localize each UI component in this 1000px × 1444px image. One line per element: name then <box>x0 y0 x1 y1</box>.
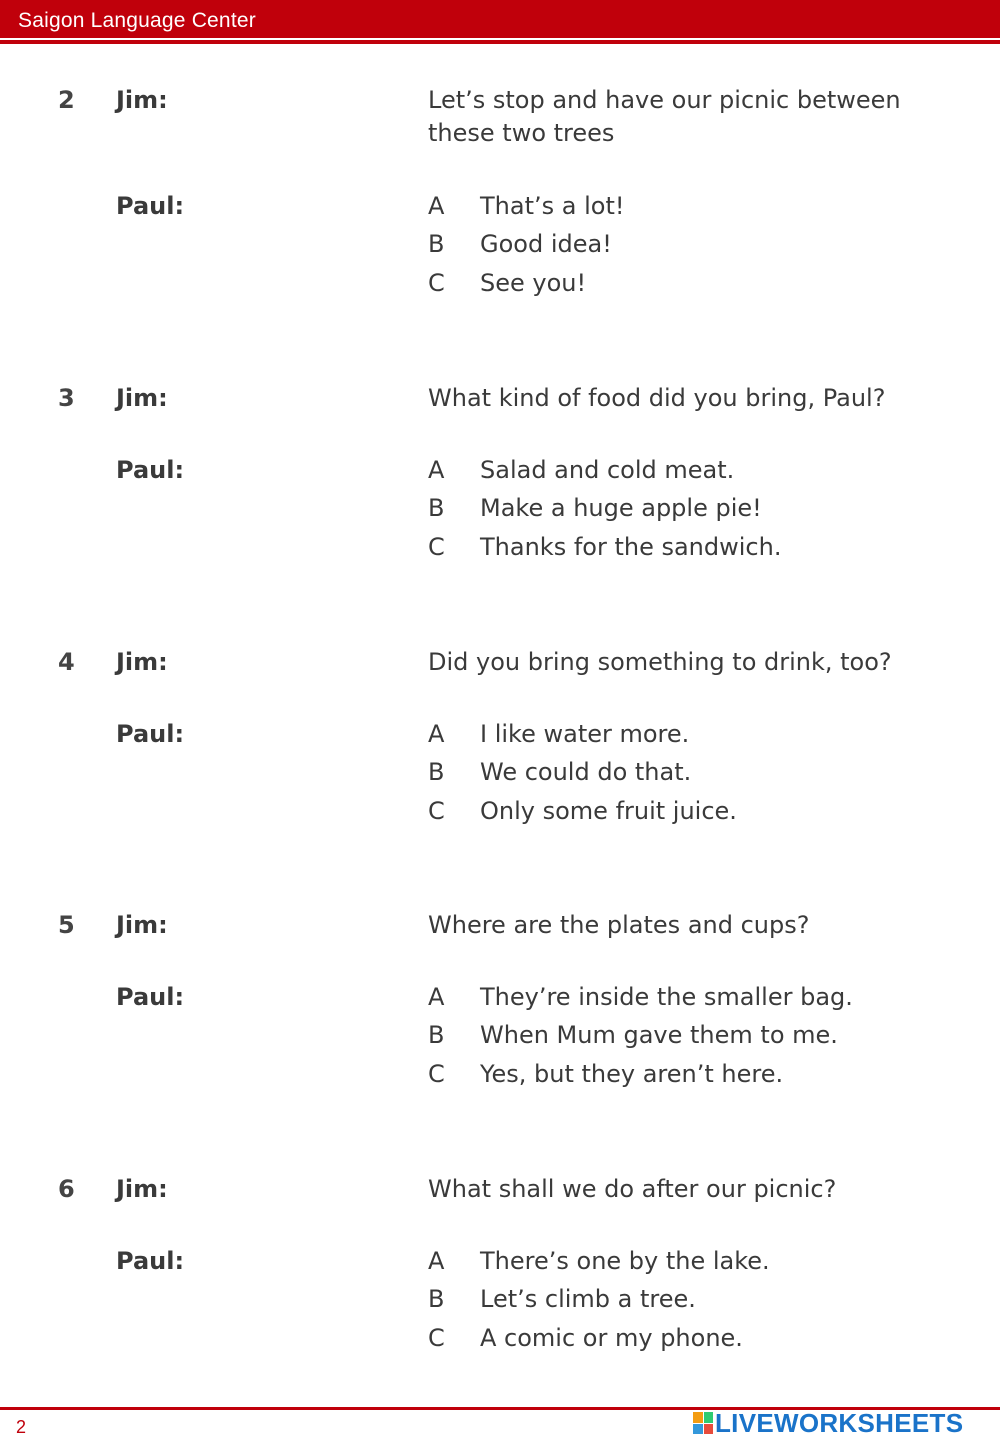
speaker-jim: Jim: <box>116 86 168 114</box>
option-text: That’s a lot! <box>480 192 625 220</box>
option-text: Yes, but they aren’t here. <box>480 1060 784 1088</box>
liveworksheets-logo-icon <box>693 1412 713 1434</box>
option-letter: C <box>428 1060 445 1088</box>
option-b[interactable] <box>428 494 762 522</box>
option-text: Thanks for the sandwich. <box>480 533 782 561</box>
option-letter: C <box>428 1324 445 1352</box>
speaker-paul: Paul: <box>116 456 185 484</box>
speaker-jim: Jim: <box>116 1175 168 1203</box>
speaker-paul: Paul: <box>116 1247 185 1275</box>
option-text: Make a huge apple pie! <box>480 494 762 522</box>
question-number: 3 <box>58 384 75 412</box>
header-rule <box>0 40 1000 44</box>
option-letter: A <box>428 720 445 748</box>
speaker-jim: Jim: <box>116 648 168 676</box>
option-letter: B <box>428 230 445 258</box>
header-title: Saigon Language Center <box>18 9 256 32</box>
option-letter: A <box>428 192 445 220</box>
question-number: 2 <box>58 86 75 114</box>
option-letter: B <box>428 1021 445 1049</box>
option-letter: B <box>428 494 445 522</box>
option-text: See you! <box>480 269 587 297</box>
question-number: 4 <box>58 648 75 676</box>
speaker-jim: Jim: <box>116 911 168 939</box>
option-a[interactable] <box>428 720 689 748</box>
speaker-paul: Paul: <box>116 720 185 748</box>
option-text: Good idea! <box>480 230 612 258</box>
option-text: A comic or my phone. <box>480 1324 743 1352</box>
option-text: We could do that. <box>480 758 692 786</box>
option-text: Salad and cold meat. <box>480 456 735 484</box>
option-c[interactable] <box>428 1060 783 1088</box>
option-text: When Mum gave them to me. <box>480 1021 838 1049</box>
logo-text: LIVEWORKSHEETS <box>715 1407 964 1438</box>
option-b[interactable] <box>428 758 691 786</box>
option-letter: B <box>428 1285 445 1313</box>
option-a[interactable] <box>428 456 734 484</box>
question-prompt: What kind of food did you bring, Paul? <box>428 384 886 412</box>
question-prompt: Did you bring something to drink, too? <box>428 648 892 676</box>
option-c[interactable] <box>428 1324 743 1352</box>
option-letter: B <box>428 758 445 786</box>
option-letter: A <box>428 983 445 1011</box>
option-letter: C <box>428 533 445 561</box>
liveworksheets-logo[interactable] <box>693 1408 963 1438</box>
header-bar <box>0 0 1000 38</box>
option-text: I like water more. <box>480 720 690 748</box>
option-text: There’s one by the lake. <box>480 1247 770 1275</box>
page-number: 2 <box>16 1417 27 1437</box>
question-number: 5 <box>58 911 75 939</box>
option-c[interactable] <box>428 533 781 561</box>
option-c[interactable] <box>428 797 737 825</box>
option-b[interactable] <box>428 1285 696 1313</box>
question-number: 6 <box>58 1175 75 1203</box>
option-b[interactable] <box>428 230 612 258</box>
speaker-paul: Paul: <box>116 192 185 220</box>
question-prompt: Let’s stop and have our picnic between these two trees <box>428 86 901 147</box>
question-prompt: Where are the plates and cups? <box>428 911 810 939</box>
option-c[interactable] <box>428 269 586 297</box>
option-a[interactable] <box>428 983 853 1011</box>
question-prompt: What shall we do after our picnic? <box>428 1175 837 1203</box>
option-letter: A <box>428 1247 445 1275</box>
option-text: Let’s climb a tree. <box>480 1285 696 1313</box>
option-text: They’re inside the smaller bag. <box>480 983 853 1011</box>
option-a[interactable] <box>428 1247 770 1275</box>
speaker-jim: Jim: <box>116 384 168 412</box>
option-letter: C <box>428 797 445 825</box>
option-letter: C <box>428 269 445 297</box>
option-text: Only some fruit juice. <box>480 797 737 825</box>
speaker-paul: Paul: <box>116 983 185 1011</box>
option-a[interactable] <box>428 192 624 220</box>
option-letter: A <box>428 456 445 484</box>
option-b[interactable] <box>428 1021 838 1049</box>
